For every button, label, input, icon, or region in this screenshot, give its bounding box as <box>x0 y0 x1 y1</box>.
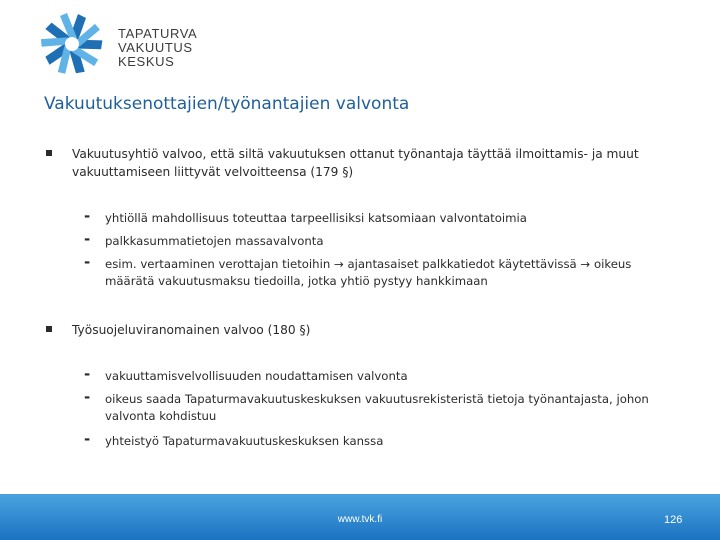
sub-bullet-item <box>84 430 674 450</box>
bullet-text: Työsuojeluviranomainen valvoo (180 §) <box>72 323 311 337</box>
sub-bullet-text: esim. vertaaminen verottajan tietoihin → ajantasaiset palkkatiedot käytettävissä → oikeus määrätä vakuutusmaksu tiedoilla, jotka yhtiö pystyy hankkimaan <box>105 257 632 288</box>
logo-line-2: VAKUUTUS <box>118 40 193 55</box>
dash-bullet-icon: - <box>84 430 91 448</box>
tvk-logo-star-icon <box>40 12 104 76</box>
sub-bullet-item <box>84 230 674 250</box>
footer-url: www.tvk.fi <box>337 514 383 525</box>
square-bullet-icon <box>46 326 52 332</box>
bullet-text: Vakuutusyhtiö valvoo, että siltä vakuutuksen ottanut työnantaja täyttää ilmoittamis- ja muut vakuuttamiseen liittyvät velvoitteensa (179 §) <box>72 147 639 179</box>
logo-wordmark <box>118 27 197 69</box>
logo-line-3: KESKUS <box>118 54 175 69</box>
sub-bullet-item <box>84 388 674 425</box>
sub-bullet-text: palkkasummatietojen massavalvonta <box>105 234 324 248</box>
dash-bullet-icon: - <box>84 253 91 271</box>
dash-bullet-icon: - <box>84 230 91 248</box>
bullet-item <box>46 145 666 181</box>
dash-bullet-icon: - <box>84 207 91 225</box>
sub-bullet-text: oikeus saada Tapaturmavakuutuskeskuksen vakuutusrekisteristä tietoja työnantajasta, johon valvonta kohdistuu <box>105 392 649 423</box>
slide-title: Vakuutuksenottajien/työnantajien valvonta <box>44 94 410 114</box>
sub-bullet-text: vakuuttamisvelvollisuuden noudattamisen valvonta <box>105 369 408 383</box>
sub-bullet-item <box>84 253 674 290</box>
sub-bullet-text: yhtiöllä mahdollisuus toteuttaa tarpeellisiksi katsomiaan valvontatoimia <box>105 211 527 225</box>
sub-bullet-item <box>84 207 674 227</box>
sub-bullet-item <box>84 365 674 385</box>
dash-bullet-icon: - <box>84 388 91 406</box>
square-bullet-icon <box>46 150 52 156</box>
logo-line-1: TAPATURVA <box>118 26 198 41</box>
page-number: 126 <box>664 514 683 526</box>
sub-bullet-text: yhteistyö Tapaturmavakuutuskeskuksen kanssa <box>105 434 384 448</box>
dash-bullet-icon: - <box>84 365 91 383</box>
bullet-item <box>46 321 666 339</box>
